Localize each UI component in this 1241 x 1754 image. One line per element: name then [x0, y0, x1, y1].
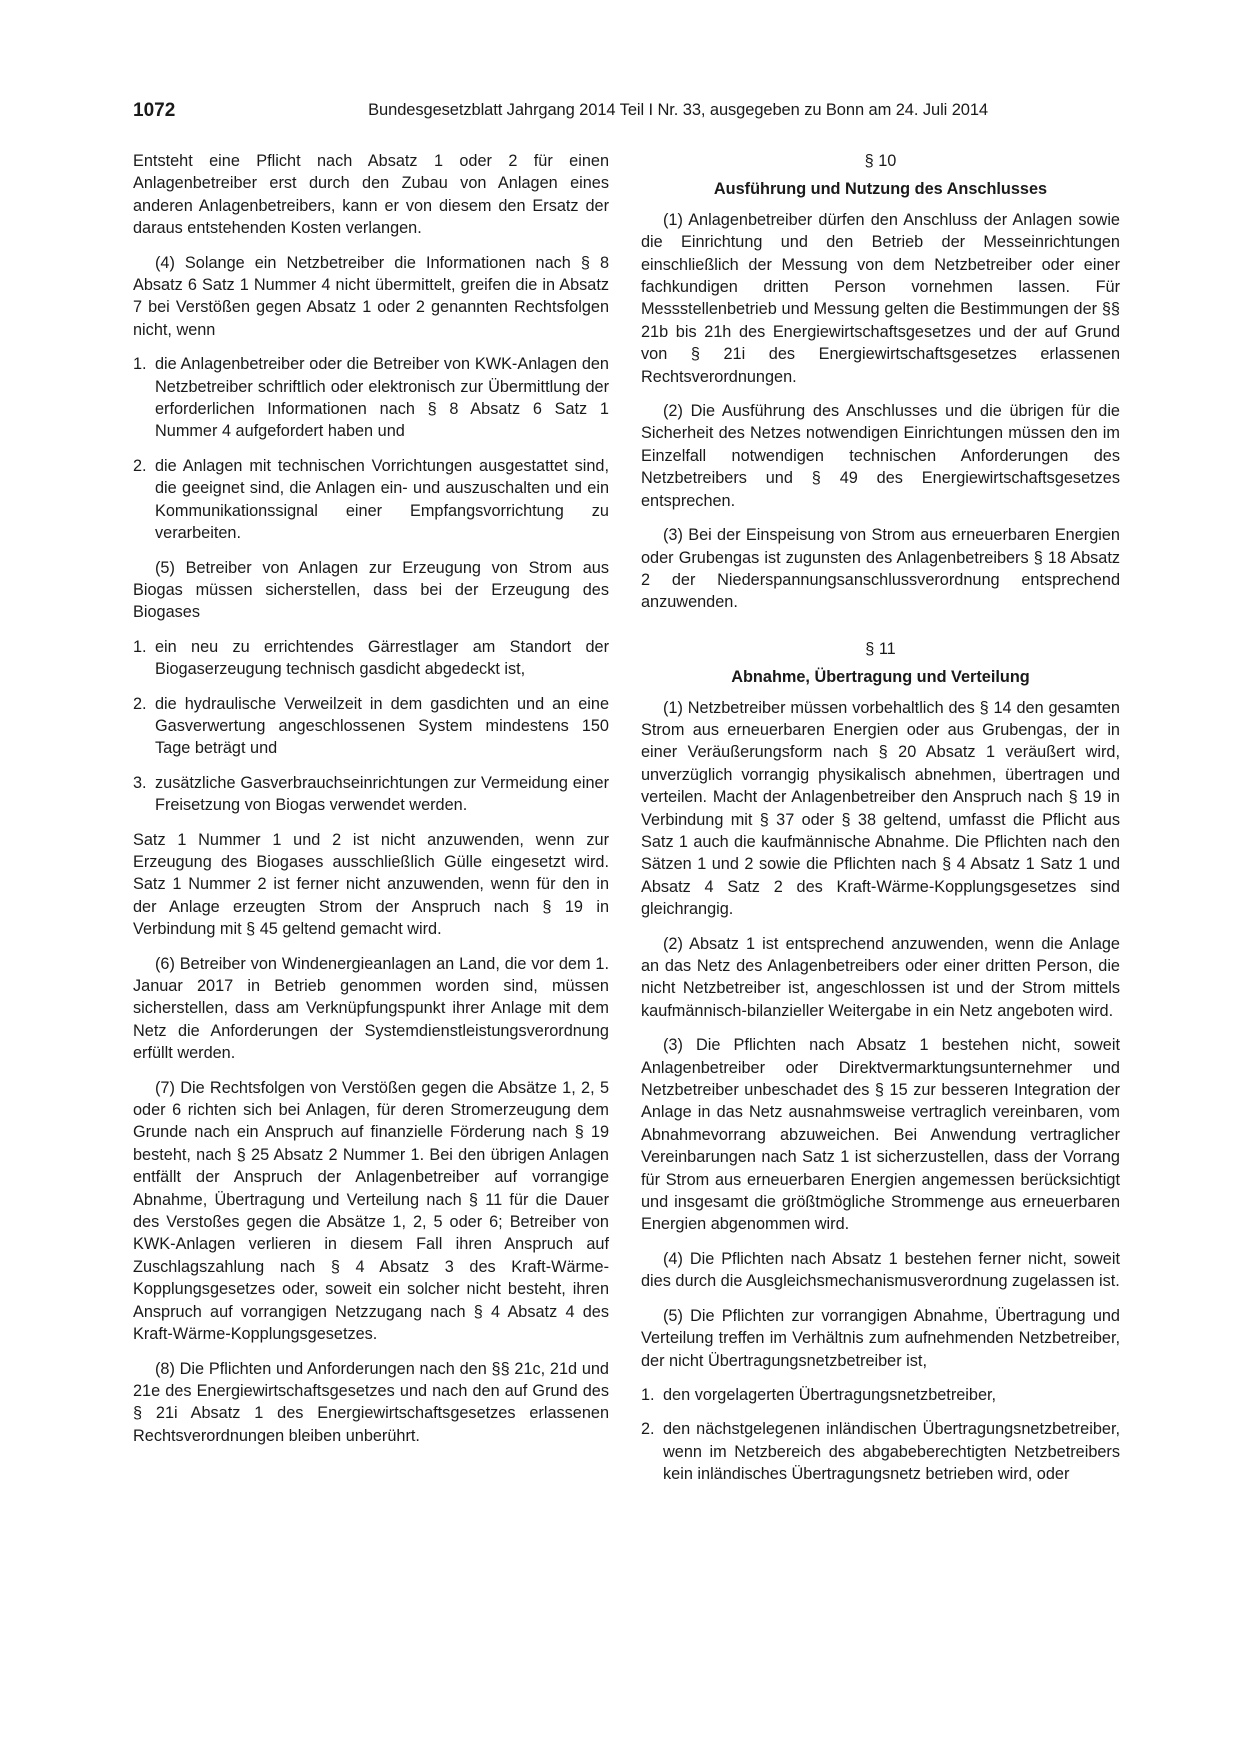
- section-spacer: [641, 626, 1120, 638]
- list-item-number: 1.: [641, 1385, 655, 1404]
- list-item-number: 1.: [133, 355, 147, 374]
- list-item: [133, 636, 609, 681]
- list-item-text: die hydraulische Verweilzeit in dem gasdichten und an eine Gasverwertung angeschlossenen System mindestens 150 Tage beträgt und: [155, 694, 609, 758]
- section-10-number: § 10: [864, 152, 897, 170]
- list-item-number: 2.: [641, 1420, 655, 1439]
- paragraph-5-tail: Satz 1 Nummer 1 und 2 ist nicht anzuwenden, wenn zur Erzeugung des Biogases ausschließlich Gülle eingesetzt wird. Satz 1 Nummer 2 ist ferner nicht anzuwenden, wenn für den in der Anlage erzeugten Strom der Anspruch nach § 19 in Verbindung mit § 45 geltend gemacht wird.: [133, 830, 609, 939]
- paragraph-4: (4) Solange ein Netzbetreiber die Informationen nach § 8 Absatz 6 Satz 1 Nummer 4 nicht übermittelt, greifen die in Absatz 7 bei Verstößen gegen Absatz 1 oder 2 genannten Rechtsfolgen nicht, wenn: [133, 253, 609, 339]
- section-10-title: Ausführung und Nutzung des Anschlusses: [713, 180, 1048, 199]
- section-11-number: § 11: [865, 639, 896, 658]
- paragraph-5: (5) Betreiber von Anlagen zur Erzeugung von Strom aus Biogas müssen sicherstellen, dass bei der Erzeugung des Biogases: [133, 558, 609, 622]
- page-header: [133, 100, 988, 130]
- list-item-text: die Anlagen mit technischen Vorrichtungen ausgestattet sind, die geeignet sind, die Anlagen ein- und auszuschalten und ein Kommunikationssignal einer Empfangsvorrichtung zu verarbeiten.: [155, 456, 609, 543]
- paragraph-intro: Entsteht eine Pflicht nach Absatz 1 oder 2 für einen Anlagenbetreiber erst durch den Zubau von Anlagen eines anderen Anlagenbetreibers, kann er von diesem den Ersatz der daraus entstehenden Kosten verlangen.: [133, 152, 609, 238]
- list-item-number: 2.: [133, 694, 147, 713]
- section-11-paragraph-5-list: [641, 1384, 1120, 1486]
- paragraph-6: (6) Betreiber von Windenergieanlagen an Land, die vor dem 1. Januar 2017 in Betrieb genommen worden sind, müssen sicherstellen, dass am Verknüpfungspunkt ihrer Anlage mit dem Netz die Anforderungen der Systemdienstleistungsverordnung erfüllt werden.: [133, 954, 609, 1063]
- section-11-paragraph-1: (1) Netzbetreiber müssen vorbehaltlich des § 14 den gesamten Strom aus erneuerbaren Energien oder aus Grubengas, der in einer Veräußerungsform nach § 20 Absatz 1 veräußert wird, unverzüglich vorrangig physikalisch abnehmen, übertragen und verteilen. Macht der Anlagenbetreiber den Anspruch nach § 19 in Verbindung mit § 37 oder § 38 geltend, umfasst die Pflicht aus Satz 1 auch die kaufmännische Abnahme. Die Pflichten nach den Sätzen 1 und 2 sowie die Pflichten nach § 4 Absatz 1 Satz 1 und Absatz 4 Satz 2 des Kraft-Wärme-Kopplungsgesetzes sind gleichrangig.: [641, 698, 1120, 919]
- paragraph-5-list: [133, 636, 609, 817]
- paragraph-4-list: [133, 353, 609, 544]
- list-item: [133, 353, 609, 443]
- list-item: [133, 455, 609, 545]
- paragraph-7: (7) Die Rechtsfolgen von Verstößen gegen die Absätze 1, 2, 5 oder 6 richten sich bei Anlagen, für deren Stromerzeugung dem Grunde nach ein Anspruch auf finanzielle Förderung nach § 19 besteht, nach § 25 Absatz 2 Nummer 1. Bei den übrigen Anlagen entfällt der Anspruch der Anlagenbetreiber auf vorrangige Abnahme, Übertragung und Verteilung nach § 11 für die Dauer des Verstoßes gegen die Absätze 1, 2, 5 oder 6; Betreiber von KWK-Anlagen verlieren in diesem Fall ihren Anspruch auf Zuschlagszahlung nach § 4 Absatz 3 des Kraft-Wärme-Kopplungsgesetzes oder, soweit ein solcher nicht besteht, ihren Anspruch auf vorrangigen Netzzugang nach § 4 Absatz 4 des Kraft-Wärme-Kopplungsgesetzes.: [133, 1078, 609, 1344]
- list-item-text: zusätzliche Gasverbrauchseinrichtungen zur Vermeidung einer Freisetzung von Biogas verwendet werden.: [155, 773, 609, 815]
- list-item-number: 1.: [133, 637, 147, 656]
- section-11-paragraph-5: (5) Die Pflichten zur vorrangigen Abnahme, Übertragung und Verteilung treffen im Verhältnis zum aufnehmenden Netzbetreiber, der nicht Übertragungsnetzbetreiber ist,: [641, 1306, 1120, 1370]
- section-11-title: Abnahme, Übertragung und Verteilung: [731, 668, 1030, 687]
- right-column: [641, 150, 1120, 1498]
- section-10-paragraph-2: (2) Die Ausführung des Anschlusses und die übrigen für die Sicherheit des Netzes notwendigen Einrichtungen müssen den im Einzelfall notwendigen technischen Anforderungen des Netzbetreibers und § 49 des Energiewirtschaftsgesetzes entsprechen.: [641, 402, 1120, 510]
- list-item-number: 3.: [133, 773, 147, 792]
- section-11-paragraph-3: (3) Die Pflichten nach Absatz 1 bestehen nicht, soweit Anlagenbetreiber oder Direktvermarktungsunternehmer und Netzbetreiber unbeschadet des § 15 zur besseren Integration der Anlage in das Netz ausnahmsweise vertraglich vereinbaren, vom Abnahmevorrang abzuweichen. Bei Anwendung vertraglicher Vereinbarungen nach Satz 1 ist sicherzustellen, dass der Vorrang für Strom aus erneuerbaren Energien angemessen berücksichtigt und insgesamt die größtmögliche Strommenge aus erneuerbaren Energien abgenommen wird.: [641, 1036, 1120, 1234]
- list-item-text: den vorgelagerten Übertragungsnetzbetreiber,: [663, 1385, 997, 1404]
- section-11-paragraph-4: (4) Die Pflichten nach Absatz 1 bestehen ferner nicht, soweit dies durch die Ausgleichsmechanismusverordnung zugelassen ist.: [641, 1249, 1120, 1291]
- paragraph-8: (8) Die Pflichten und Anforderungen nach den §§ 21c, 21d und 21e des Energiewirtschaftsgesetzes und nach den auf Grund des § 21i Absatz 1 des Energiewirtschaftsgesetzes erlassenen Rechtsverordnungen bleiben unberührt.: [133, 1359, 609, 1445]
- page-number: 1072: [133, 100, 176, 121]
- list-item-text: den nächstgelegenen inländischen Übertragungsnetzbetreiber, wenn im Netzbereich des abgabeberechtigten Netzbetreibers kein inländisches Übertragungsnetz betrieben wird, oder: [663, 1420, 1120, 1484]
- running-head: Bundesgesetzblatt Jahrgang 2014 Teil I Nr. 33, ausgegeben zu Bonn am 24. Juli 2014: [368, 101, 988, 119]
- list-item: [133, 772, 609, 817]
- section-11-paragraph-2: (2) Absatz 1 ist entsprechend anzuwenden, wenn die Anlage an das Netz des Anlagenbetreibers oder einer dritten Person, die nicht Netzbetreiber ist, angeschlossen ist und der Strom mittels kaufmännisch-bilanzieller Weitergabe in ein Netz angeboten wird.: [641, 934, 1120, 1020]
- list-item-text: die Anlagenbetreiber oder die Betreiber von KWK-Anlagen den Netzbetreiber schriftlich oder elektronisch zur Übermittlung der erforderlichen Informationen nach § 8 Absatz 6 Satz 1 Nummer 4 aufgefordert haben und: [155, 355, 609, 441]
- list-item: [641, 1384, 1120, 1406]
- section-10-paragraph-3: (3) Bei der Einspeisung von Strom aus erneuerbaren Energien oder Grubengas ist zugunsten des Anlagenbetreibers § 18 Absatz 2 der Niederspannungsanschlussverordnung entsprechend anzuwenden.: [641, 526, 1120, 612]
- list-item-text: ein neu zu errichtendes Gärrestlager am Standort der Biogaserzeugung technisch gasdicht abgedeckt ist,: [155, 637, 609, 679]
- list-item: [641, 1418, 1120, 1485]
- list-item-number: 2.: [133, 456, 147, 475]
- list-item: [133, 693, 609, 760]
- left-column: [133, 150, 609, 1459]
- section-10-paragraph-1: (1) Anlagenbetreiber dürfen den Anschluss der Anlagen sowie die Einrichtung und den Betrieb der Messeinrichtungen einschließlich der Messung von dem Netzbetreiber oder einer fachkundigen dritten Person vornehmen lassen. Für Messstellenbetrieb und Messung gelten die Bestimmungen der §§ 21b bis 21h des Energiewirtschaftsgesetzes und der auf Grund von § 21i des Energiewirtschaftsgesetzes erlassenen Rechtsverordnungen.: [641, 210, 1120, 386]
